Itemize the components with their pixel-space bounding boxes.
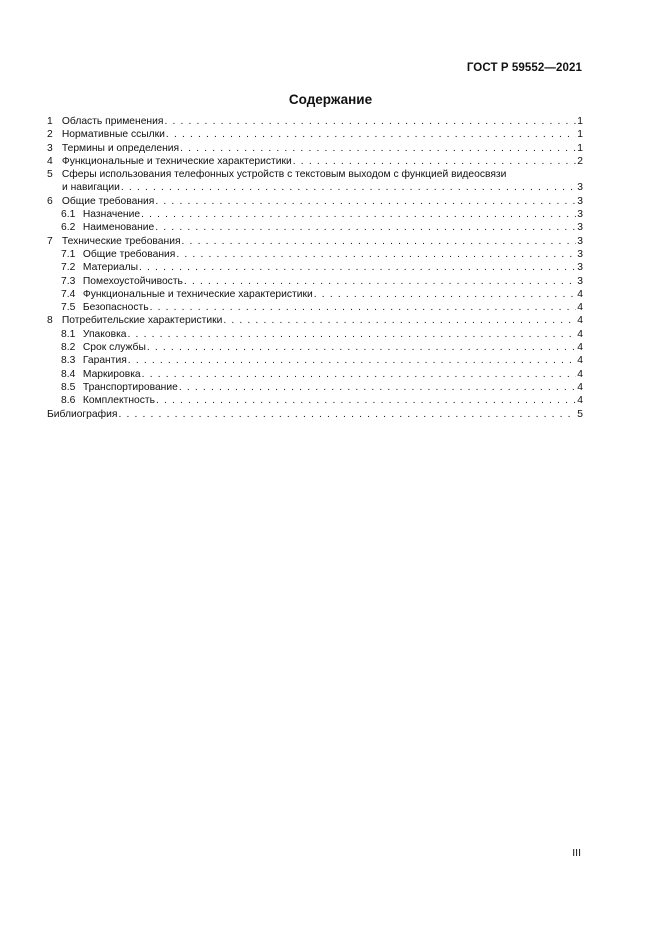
dot-leader bbox=[147, 341, 576, 354]
toc-entry-number: 6.1 bbox=[61, 209, 76, 221]
toc-entry-page: 4 bbox=[577, 395, 583, 407]
toc-entry-2[interactable] bbox=[47, 128, 583, 141]
toc-entry-page: 3 bbox=[577, 248, 583, 260]
dot-leader bbox=[128, 328, 577, 341]
toc-entry-page: 4 bbox=[577, 302, 583, 314]
dot-leader bbox=[128, 354, 576, 367]
toc-entry-5-line1[interactable] bbox=[47, 168, 583, 181]
toc-entry-number: 2 bbox=[47, 129, 53, 141]
dot-leader bbox=[139, 261, 576, 274]
toc-entry-number: 5 bbox=[47, 169, 53, 181]
toc-entry-title: Потребительские характеристики bbox=[61, 315, 223, 327]
toc-entry-title: Срок службы bbox=[82, 342, 146, 354]
toc-entry-7-4[interactable] bbox=[47, 288, 583, 301]
toc-entry-page: 3 bbox=[577, 182, 583, 194]
toc-entry-page: 4 bbox=[577, 342, 583, 354]
toc-entry-7-1[interactable] bbox=[47, 248, 583, 261]
toc-entry-8[interactable] bbox=[47, 314, 583, 327]
toc-entry-page: 3 bbox=[577, 235, 583, 247]
toc-entry-number: 8.3 bbox=[61, 355, 76, 367]
toc-entry-title: Технические требования bbox=[61, 235, 181, 247]
toc-entry-title: Функциональные и технические характеристики bbox=[82, 288, 313, 300]
dot-leader bbox=[166, 128, 576, 141]
dot-leader bbox=[176, 248, 576, 261]
toc-entry-title: Термины и определения bbox=[61, 142, 180, 154]
dot-leader bbox=[164, 115, 576, 128]
toc-entry-1[interactable] bbox=[47, 115, 583, 128]
toc-entry-title-continued: и навигации bbox=[62, 182, 120, 194]
toc-entry-7[interactable] bbox=[47, 235, 583, 248]
toc-entry-8-1[interactable] bbox=[47, 328, 583, 341]
dot-leader bbox=[182, 235, 577, 248]
toc-entry-6-1[interactable] bbox=[47, 208, 583, 221]
toc-entry-title: Нормативные ссылки bbox=[61, 129, 165, 141]
toc-entry-title: Функциональные и технические характеристики bbox=[61, 155, 292, 167]
dot-leader bbox=[150, 301, 577, 314]
toc-entry-page: 3 bbox=[577, 195, 583, 207]
page-number: III bbox=[572, 847, 581, 859]
toc-entry-title: Назначение bbox=[82, 209, 141, 221]
toc-entry-5[interactable] bbox=[47, 181, 583, 194]
toc-entry-title: Общие требования bbox=[61, 195, 155, 207]
toc-entry-title: Библиография bbox=[47, 408, 118, 420]
toc-entry-8-6[interactable] bbox=[47, 394, 583, 407]
toc-entry-6-2[interactable] bbox=[47, 221, 583, 234]
toc-entry-page: 4 bbox=[577, 315, 583, 327]
toc-entry-8-4[interactable] bbox=[47, 368, 583, 381]
standard-code: ГОСТ Р 59552—2021 bbox=[466, 62, 582, 74]
toc-entry-page: 3 bbox=[577, 209, 583, 221]
toc-entry-page: 3 bbox=[577, 222, 583, 234]
toc-entry-title: Транспортирование bbox=[82, 381, 178, 393]
toc-entry-number: 7.5 bbox=[61, 302, 76, 314]
toc-entry-8-5[interactable] bbox=[47, 381, 583, 394]
toc-entry-page: 1 bbox=[577, 129, 583, 141]
toc-entry-page: 3 bbox=[577, 275, 583, 287]
toc-entry-page: 4 bbox=[577, 355, 583, 367]
toc-title: Содержание bbox=[288, 92, 373, 107]
toc-entry-number: 7.3 bbox=[61, 275, 76, 287]
toc-entry-number: 8.4 bbox=[61, 368, 76, 380]
toc-entry-6[interactable] bbox=[47, 195, 583, 208]
toc-entry-title: Гарантия bbox=[82, 355, 127, 367]
toc-entry-number: 6 bbox=[47, 195, 53, 207]
table-of-contents bbox=[47, 115, 583, 421]
toc-entry-title: Комплектность bbox=[82, 395, 155, 407]
toc-entry-number: 6.2 bbox=[61, 222, 76, 234]
toc-entry-bibliography[interactable] bbox=[47, 408, 583, 421]
dot-leader bbox=[179, 381, 576, 394]
toc-entry-number: 3 bbox=[47, 142, 53, 154]
dot-leader bbox=[121, 181, 576, 194]
toc-entry-8-3[interactable] bbox=[47, 354, 583, 367]
toc-entry-title: Безопасность bbox=[82, 302, 149, 314]
toc-entry-number: 7.2 bbox=[61, 262, 76, 274]
toc-entry-page: 1 bbox=[577, 116, 583, 127]
toc-entry-title: Область применения bbox=[61, 116, 164, 127]
toc-entry-number: 8.1 bbox=[61, 328, 76, 340]
dot-leader bbox=[293, 155, 576, 168]
dot-leader bbox=[118, 408, 576, 421]
dot-leader bbox=[180, 142, 576, 155]
toc-entry-page: 3 bbox=[577, 262, 583, 274]
toc-entry-number: 7 bbox=[47, 235, 53, 247]
toc-entry-number: 7.1 bbox=[61, 248, 76, 260]
toc-entry-page: 4 bbox=[577, 381, 583, 393]
toc-entry-4[interactable] bbox=[47, 155, 583, 168]
toc-entry-title: Общие требования bbox=[82, 248, 176, 260]
toc-entry-title: Помехоустойчивость bbox=[82, 275, 183, 287]
toc-entry-page: 4 bbox=[577, 328, 583, 340]
toc-entry-page: 4 bbox=[577, 288, 583, 300]
toc-entry-title: Маркировка bbox=[82, 368, 141, 380]
toc-entry-8-2[interactable] bbox=[47, 341, 583, 354]
toc-entry-page: 1 bbox=[577, 142, 583, 154]
toc-entry-number: 8.2 bbox=[61, 342, 76, 354]
toc-entry-page: 4 bbox=[577, 368, 583, 380]
toc-entry-7-2[interactable] bbox=[47, 261, 583, 274]
dot-leader bbox=[141, 208, 576, 221]
toc-entry-page: 2 bbox=[577, 155, 583, 167]
dot-leader bbox=[155, 195, 576, 208]
toc-entry-title: Сферы использования телефонных устройств с текстовым выходом с функцией видеосвязи bbox=[61, 169, 507, 181]
toc-entry-number: 8.6 bbox=[61, 395, 76, 407]
toc-entry-number: 8 bbox=[47, 315, 53, 327]
dot-leader bbox=[156, 394, 576, 407]
dot-leader bbox=[184, 275, 576, 288]
dot-leader bbox=[142, 368, 577, 381]
toc-entry-number: 8.5 bbox=[61, 381, 76, 393]
dot-leader bbox=[314, 288, 576, 301]
toc-entry-7-3[interactable] bbox=[47, 275, 583, 288]
toc-entry-number: 4 bbox=[47, 155, 53, 167]
dot-leader bbox=[223, 314, 576, 327]
toc-entry-number: 7.4 bbox=[61, 288, 76, 300]
toc-entry-page: 5 bbox=[577, 408, 583, 420]
dot-leader bbox=[155, 221, 576, 234]
toc-entry-7-5[interactable] bbox=[47, 301, 583, 314]
toc-entry-title: Упаковка bbox=[82, 328, 127, 340]
toc-entry-3[interactable] bbox=[47, 142, 583, 155]
toc-entry-title: Материалы bbox=[82, 262, 139, 274]
toc-entry-title: Наименование bbox=[82, 222, 155, 234]
toc-entry-number: 1 bbox=[47, 116, 53, 127]
